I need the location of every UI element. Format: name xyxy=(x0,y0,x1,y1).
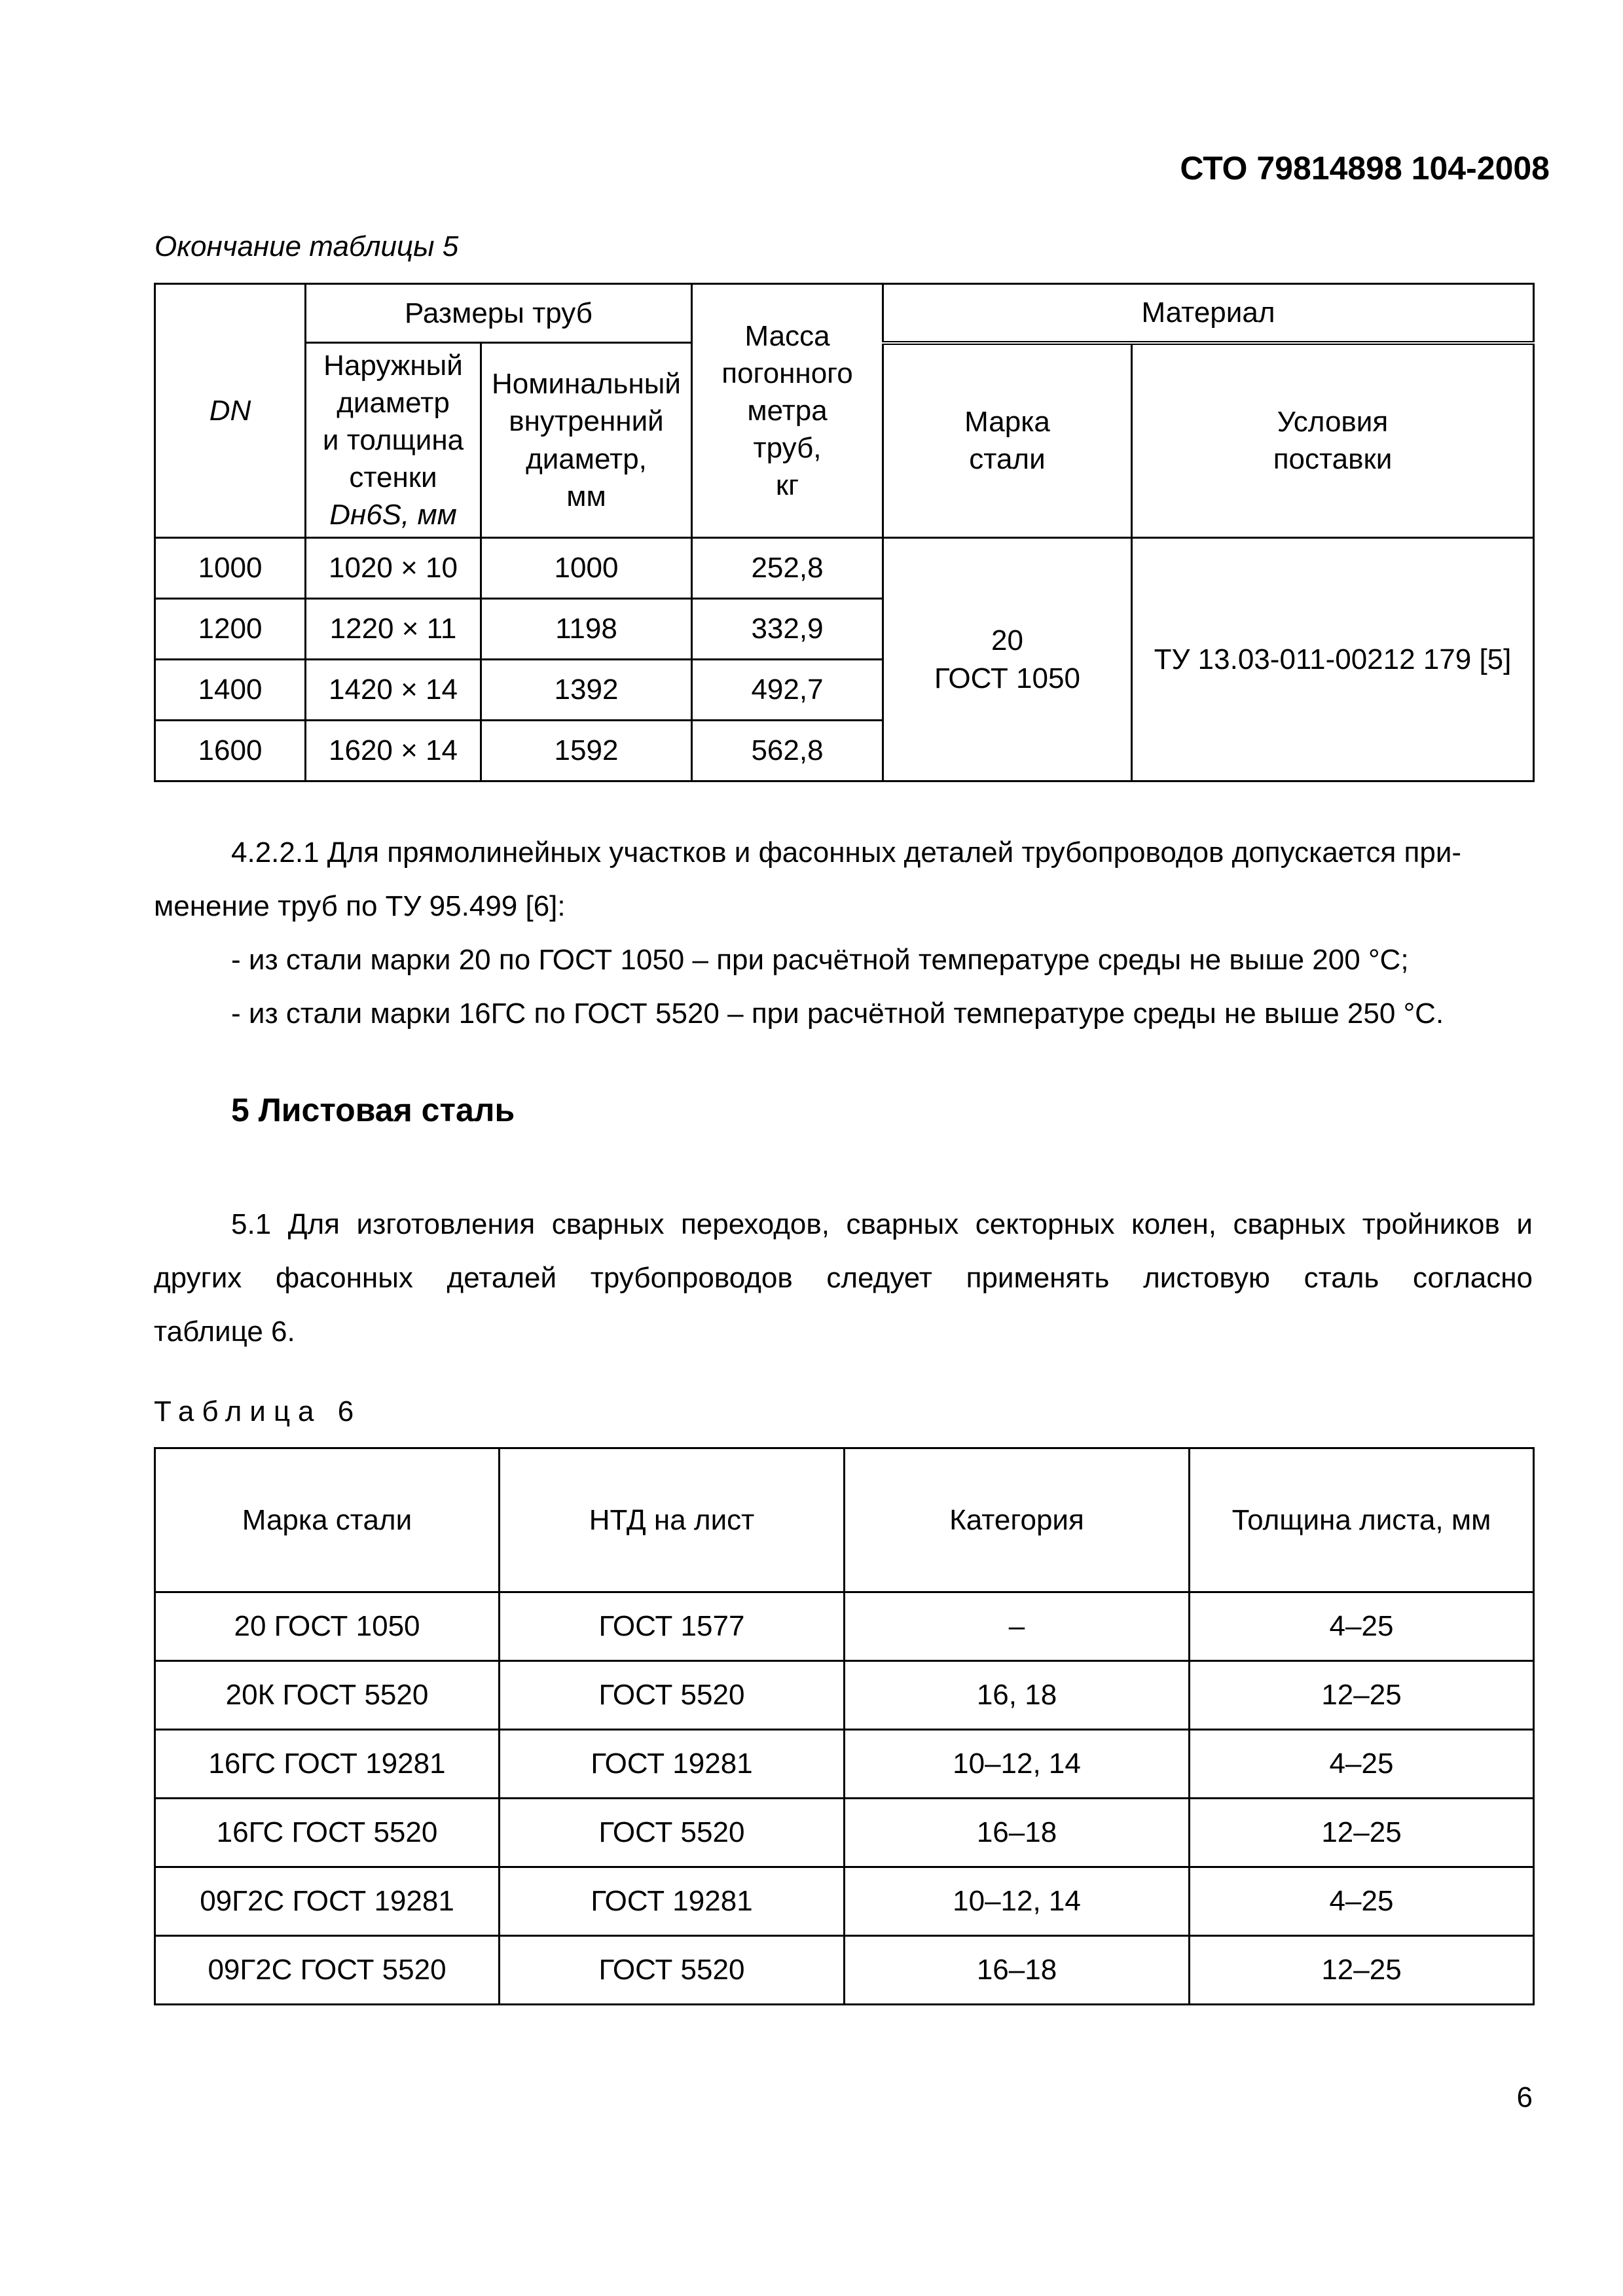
cell-category: 16–18 xyxy=(845,1936,1190,2005)
header-steel-grade: Марка стали xyxy=(155,1448,500,1592)
header-category: Категория xyxy=(845,1448,1190,1592)
cell-category: 10–12, 14 xyxy=(845,1867,1190,1936)
cell-outer: 1020 × 10 xyxy=(306,538,481,599)
cell-outer: 1420 × 14 xyxy=(306,660,481,721)
cell-dn: 1600 xyxy=(155,721,306,781)
cell-ntd: ГОСТ 1577 xyxy=(500,1592,845,1661)
list-item: - из стали марки 16ГС по ГОСТ 5520 – при расчётной температуре среды не выше 250 °С. xyxy=(231,997,1444,1030)
paragraph-5-1 xyxy=(154,1198,1533,1359)
header-mass: Масса погонного метра труб, кг xyxy=(692,284,883,538)
cell-thickness: 4–25 xyxy=(1190,1867,1534,1936)
header-pipe-sizes: Размеры труб xyxy=(306,284,692,343)
cell-supply-conditions: ТУ 13.03-011-00212 179 [5] xyxy=(1132,538,1534,781)
cell-dn: 1400 xyxy=(155,660,306,721)
header-outer-diameter: Наружный диаметр и толщина стенки Dн6S, мм xyxy=(306,343,481,538)
table6-caption: Таблица 6 xyxy=(154,1395,362,1427)
cell-category: – xyxy=(845,1592,1190,1661)
cell-inner: 1592 xyxy=(481,721,692,781)
cell-grade: 16ГС ГОСТ 19281 xyxy=(155,1730,500,1799)
cell-thickness: 4–25 xyxy=(1190,1592,1534,1661)
paragraph-line: 4.2.2.1 Для прямолинейных участков и фасонных деталей трубопроводов допускается при- xyxy=(231,836,1462,869)
cell-grade: 09Г2С ГОСТ 5520 xyxy=(155,1936,500,2005)
cell-thickness: 12–25 xyxy=(1190,1936,1534,2005)
cell-grade: 20К ГОСТ 5520 xyxy=(155,1661,500,1730)
paragraph-line: менение труб по ТУ 95.499 [6]: xyxy=(154,890,566,922)
header-inner-diameter: Номинальный внутренний диаметр, мм xyxy=(481,343,692,538)
header-steel-grade: Марка стали xyxy=(883,343,1132,538)
paragraph-line: других фасонных деталей трубопроводов следует применять листовую сталь согласно xyxy=(154,1262,1533,1294)
cell-grade: 16ГС ГОСТ 5520 xyxy=(155,1799,500,1867)
table-row xyxy=(155,1936,1534,2005)
list-item: - из стали марки 20 по ГОСТ 1050 – при расчётной температуре среды не выше 200 °С; xyxy=(231,944,1409,976)
cell-outer: 1220 × 11 xyxy=(306,599,481,660)
cell-thickness: 12–25 xyxy=(1190,1661,1534,1730)
cell-ntd: ГОСТ 5520 xyxy=(500,1936,845,2005)
section-heading: 5 Листовая сталь xyxy=(231,1092,515,1128)
header-dn: DN xyxy=(155,284,306,538)
header-thickness: Толщина листа, мм xyxy=(1190,1448,1534,1592)
cell-thickness: 4–25 xyxy=(1190,1730,1534,1799)
cell-inner: 1000 xyxy=(481,538,692,599)
cell-mass: 252,8 xyxy=(692,538,883,599)
paragraph-line: 5.1 Для изготовления сварных переходов, сварных секторных колен, сварных тройников и xyxy=(231,1208,1533,1240)
cell-inner: 1198 xyxy=(481,599,692,660)
cell-dn: 1000 xyxy=(155,538,306,599)
cell-mass: 492,7 xyxy=(692,660,883,721)
table-5 xyxy=(154,283,1535,782)
header-supply-conditions: Условия поставки xyxy=(1132,343,1534,538)
cell-category: 10–12, 14 xyxy=(845,1730,1190,1799)
cell-steel-grade: 20 ГОСТ 1050 xyxy=(883,538,1132,781)
table-row xyxy=(155,1592,1534,1661)
table5-caption: Окончание таблицы 5 xyxy=(155,230,459,262)
page-number: 6 xyxy=(1516,2081,1533,2113)
cell-category: 16, 18 xyxy=(845,1661,1190,1730)
cell-category: 16–18 xyxy=(845,1799,1190,1867)
cell-mass: 562,8 xyxy=(692,721,883,781)
cell-outer: 1620 × 14 xyxy=(306,721,481,781)
cell-ntd: ГОСТ 5520 xyxy=(500,1799,845,1867)
table-row xyxy=(155,538,1534,599)
cell-mass: 332,9 xyxy=(692,599,883,660)
header-ntd: НТД на лист xyxy=(500,1448,845,1592)
header-material: Материал xyxy=(883,284,1534,343)
table-row xyxy=(155,1730,1534,1799)
table-row xyxy=(155,1799,1534,1867)
table-6 xyxy=(154,1447,1535,2005)
table-row xyxy=(155,1867,1534,1936)
cell-inner: 1392 xyxy=(481,660,692,721)
table-header-row xyxy=(155,1448,1534,1592)
cell-grade: 09Г2С ГОСТ 19281 xyxy=(155,1867,500,1936)
cell-ntd: ГОСТ 19281 xyxy=(500,1867,845,1936)
cell-ntd: ГОСТ 19281 xyxy=(500,1730,845,1799)
cell-dn: 1200 xyxy=(155,599,306,660)
cell-thickness: 12–25 xyxy=(1190,1799,1534,1867)
paragraph-4-2-2-1 xyxy=(154,826,1533,1041)
cell-grade: 20 ГОСТ 1050 xyxy=(155,1592,500,1661)
cell-ntd: ГОСТ 5520 xyxy=(500,1661,845,1730)
paragraph-line: таблице 6. xyxy=(154,1316,295,1348)
table-row xyxy=(155,1661,1534,1730)
document-code: СТО 79814898 104-2008 xyxy=(1180,150,1550,187)
